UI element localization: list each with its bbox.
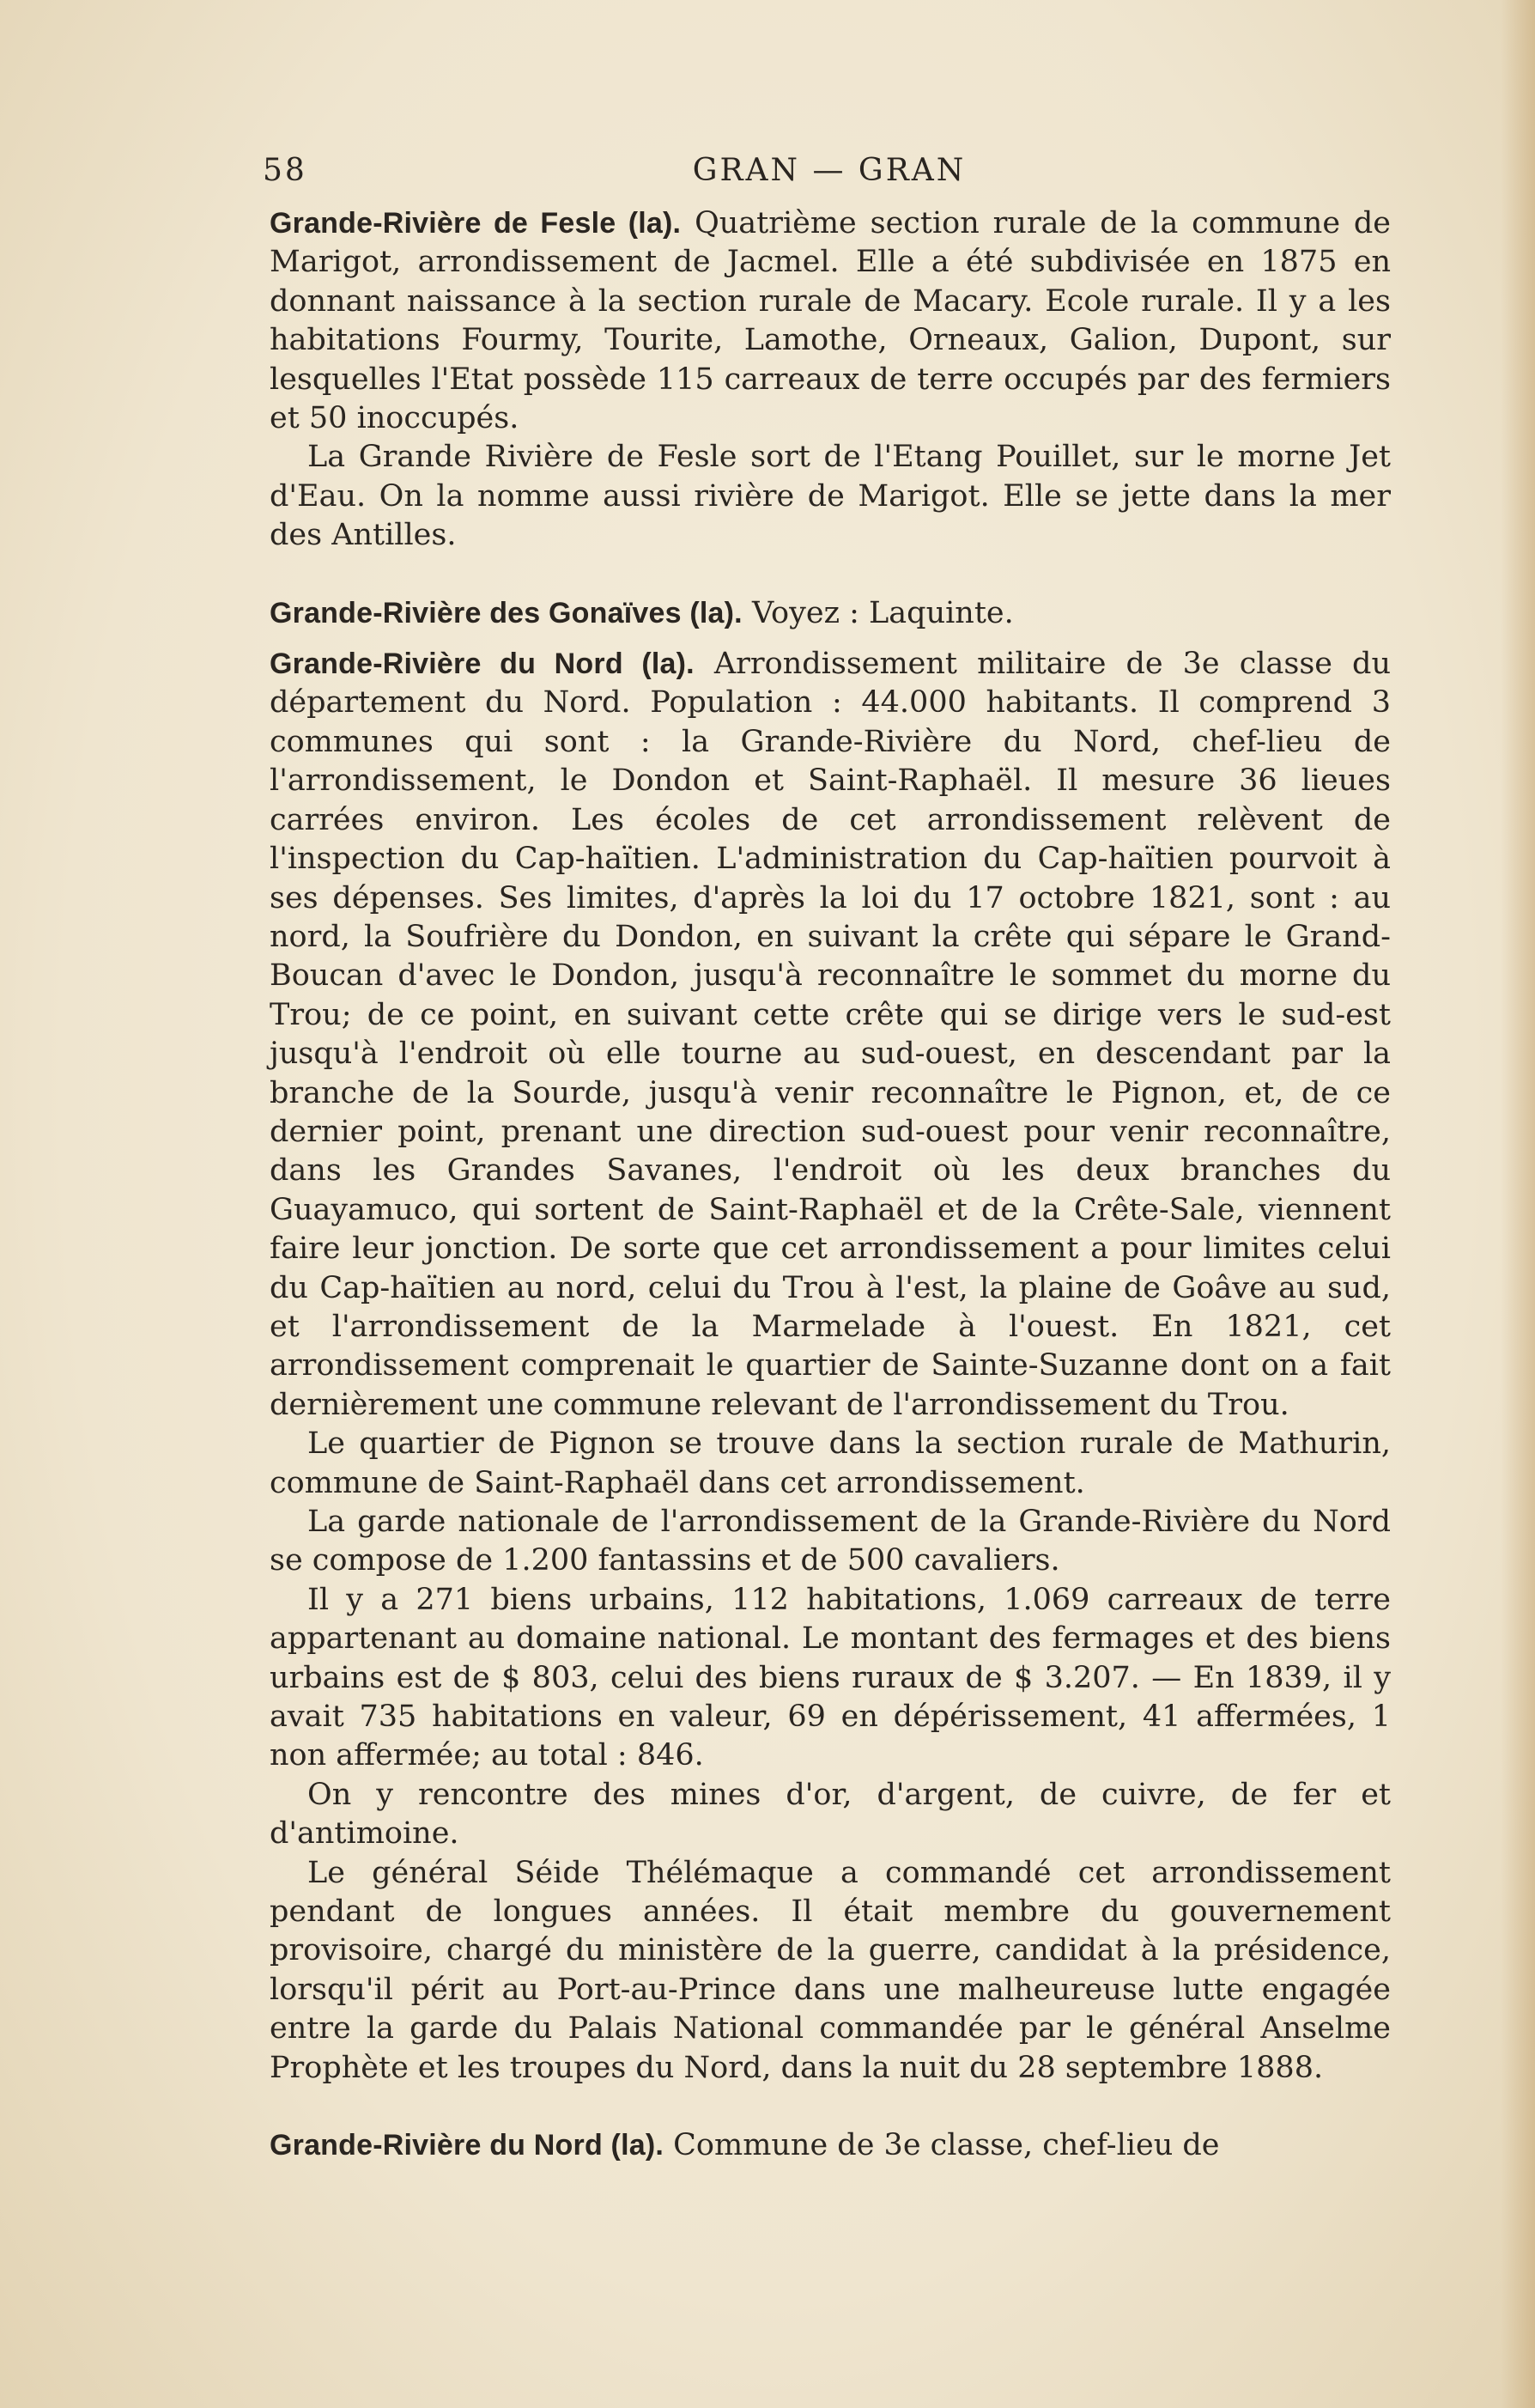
running-head: GRAN — GRAN <box>692 153 967 188</box>
entry-paragraph: Le général Séide Thélémaque a commandé cet arrondissement pendant de longues années. Il était membre du gouvernement provisoire, chargé du ministère de la guerre, candidat à la présidence, lorsqu'il périt au Port-au-Prince dans une malheureuse lutte engagée entre la garde du Palais National commandée par le général Anselme Prophète et les troupes du Nord, dans la nuit du 28 septembre 1888. <box>270 1855 1391 2085</box>
entry-headword: Grande-Rivière des Gonaïves (la). <box>270 596 743 629</box>
entry-paragraph: Il y a 271 biens urbains, 112 habitations, 1.069 carreaux de terre appartenant au domaine national. Le montant des fermages et des biens urbains est de $ 803, celui des biens ruraux de $ 3.207. — En 1839, il y avait 735 habitations en valeur, 69 en dépérissement, 41 affermées, 1 non affermée; au total : 846. <box>270 1582 1391 1773</box>
dictionary-text <box>270 204 1391 2166</box>
entry-text: Commune de 3e classe, chef-lieu de <box>673 2128 1220 2163</box>
entry-text: Quatrième section rurale de la commune de Marigot, arrondissement de Jacmel. Elle a été subdivisée en 1875 en donnant naissance à la section rurale de Macary. Ecole rurale. Il y a les habitations Fourmy, Tourite, Lamothe, Orneaux, Galion, Dupont, sur lesquelles l'Etat possède 115 carreaux de terre occupés par des fermiers et 50 inoccupés. <box>270 206 1392 436</box>
entry-paragraph <box>270 645 1391 1425</box>
entry-grande-riviere-de-fesle <box>270 204 1391 556</box>
page-header <box>263 153 1396 196</box>
entry-headword: Grande-Rivière du Nord (la). <box>270 648 695 681</box>
entry-paragraph <box>270 594 1391 633</box>
entry-paragraph <box>270 204 1391 438</box>
page-edge-shadow <box>1501 0 1535 2408</box>
entry-paragraph <box>270 2126 1391 2165</box>
entry-grande-riviere-des-gonaives <box>270 594 1391 633</box>
entry-paragraph: La garde nationale de l'arrondissement de la Grande-Rivière du Nord se compose de 1.200 fantassins et de 500 cavaliers. <box>270 1505 1391 1578</box>
entry-text: Voyez : Laquinte. <box>751 595 1014 630</box>
entry-headword: Grande-Rivière de Fesle (la). <box>270 207 682 240</box>
entry-paragraph: Le quartier de Pignon se trouve dans la section rurale de Mathurin, commune de Saint-Raphaël dans cet arrondissement. <box>270 1426 1391 1500</box>
page-number: 58 <box>263 153 307 188</box>
entry-grande-riviere-du-nord-commune <box>270 2126 1391 2165</box>
entry-headword: Grande-Rivière du Nord (la). <box>270 2129 664 2162</box>
entry-grande-riviere-du-nord-arrondissement <box>270 645 1391 2088</box>
entry-text: Arrondissement militaire de 3e classe du département du Nord. Population : 44.000 habitants. Il comprend 3 communes qui sont : la Grande-Rivière du Nord, chef-lieu de l'arrondissement, le Dondon et Saint-Raphaël. Il mesure 36 lieues carrées environ. Les écoles de cet arrondissement relèvent de l'inspection du Cap-haïtien. L'administration du Cap-haïtien pourvoit à ses dépenses. Ses limites, d'après la loi du 17 octobre 1821, sont : au nord, la Soufrière du Dondon, en suivant la crête qui sépare le Grand-Boucan d'avec le Dondon, jusqu'à reconnaître le sommet du morne du Trou; de ce point, en suivant cette crête qui se dirige vers le sud-est jusqu'à l'endroit où elle tourne au sud-ouest, en descendant par la branche de la Sourde, jusqu'à venir reconnaître le Pignon, et, de ce dernier point, prenant une direction sud-ouest pour venir reconnaître, dans les Grandes Savanes, l'endroit où les deux branches du Guayamuco, qui sortent de Saint-Raphaël et de la Crête-Sale, viennent faire leur jonction. De sorte que cet arrondissement a pour limites celui du Cap-haïtien au nord, celui du Trou à l'est, la plaine de Goâve au sud, et l'arrondissement de la Marmelade à l'ouest. En 1821, cet arrondissement comprenait le quartier de Sainte-Suzanne dont on a fait dernièrement une commune relevant de l'arrondissement du Trou. <box>270 647 1391 1422</box>
entry-paragraph: La Grande Rivière de Fesle sort de l'Etang Pouillet, sur le morne Jet d'Eau. On la nomme aussi rivière de Marigot. Elle se jette dans la mer des Antilles. <box>270 440 1391 553</box>
entry-paragraph: On y rencontre des mines d'or, d'argent, de cuivre, de fer et d'antimoine. <box>270 1777 1391 1852</box>
